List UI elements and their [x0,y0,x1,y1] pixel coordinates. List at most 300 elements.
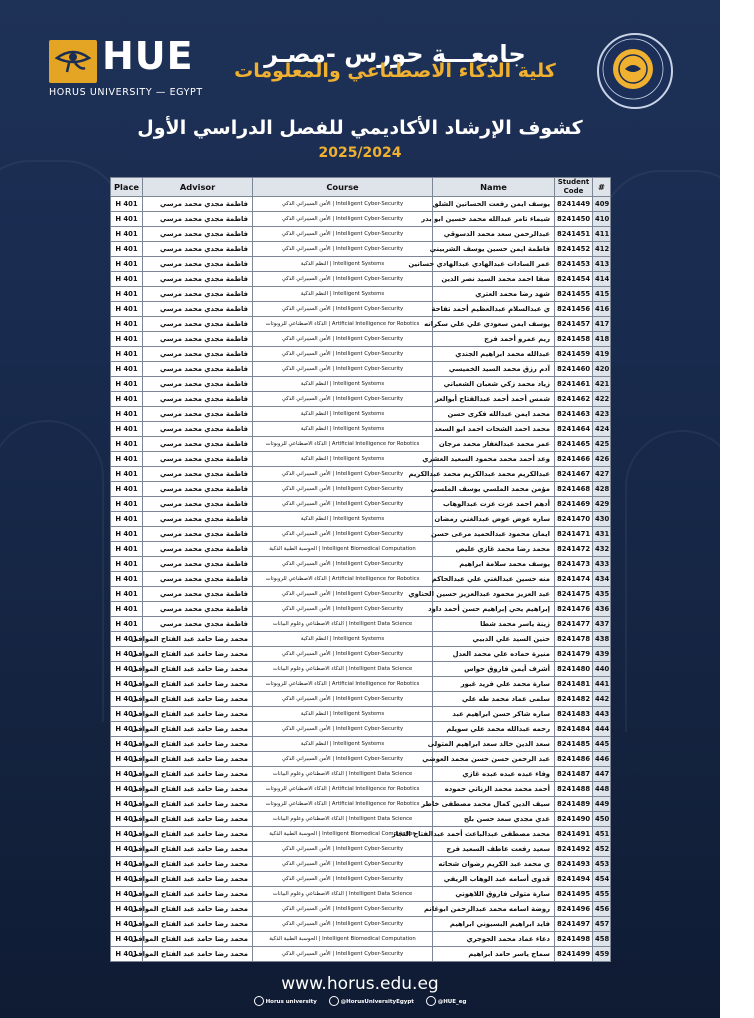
faculty-seal [597,33,673,109]
table-row [111,812,611,827]
cell-student-code: 8241489 [555,797,593,812]
cell-advisor: محمد رضا حامد عبد الفتاح الموافى [143,677,253,692]
cell-advisor: فاطمة مجدي محمد مرسي [143,332,253,347]
cell-student-code: 8241495 [555,887,593,902]
cell-student-name: رحمه عبدالله محمد علي سويلم [433,722,555,737]
cell-student-name: عبدالرحمن سعد محمد الدسوقي [433,227,555,242]
cell-student-code: 8241497 [555,917,593,932]
cell-row-number: 441 [593,677,611,692]
cell-advisor: محمد رضا حامد عبد الفتاح الموافى [143,662,253,677]
cell-student-code: 8241449 [555,197,593,212]
cell-advisor: محمد رضا حامد عبد الفتاح الموافى [143,782,253,797]
cell-student-code: 8241491 [555,827,593,842]
cell-course: الأمن السيبراني الذكي | Intelligent Cyber-Security [253,302,433,317]
cell-student-code: 8241483 [555,707,593,722]
table-row [111,542,611,557]
cell-row-number: 411 [593,227,611,242]
cell-advisor: محمد رضا حامد عبد الفتاح الموافى [143,857,253,872]
table-row [111,362,611,377]
cell-place: H 401 [111,197,143,212]
cell-student-name: حنين السيد علي الدبيي [433,632,555,647]
cell-course: الأمن السيبراني الذكي | Intelligent Cyber-Security [253,902,433,917]
cell-advisor: فاطمة مجدي محمد مرسي [143,377,253,392]
cell-place: H 401 [111,467,143,482]
cell-advisor: فاطمة مجدي محمد مرسي [143,497,253,512]
cell-course: النظم الذكية | Intelligent Systems [253,407,433,422]
advising-table [110,177,611,962]
cell-place: H 401 [111,542,143,557]
cell-advisor: فاطمة مجدي محمد مرسي [143,572,253,587]
cell-student-code: 8241473 [555,557,593,572]
cell-course: الأمن السيبراني الذكي | Intelligent Cyber-Security [253,587,433,602]
cell-student-name: شهد رضا محمد العتري [433,287,555,302]
cell-row-number: 430 [593,512,611,527]
cell-advisor: محمد رضا حامد عبد الفتاح الموافى [143,812,253,827]
table-row [111,767,611,782]
table-row [111,722,611,737]
cell-student-name: ايمان محمود عبدالحميد مرعى حسن [433,527,555,542]
cell-course: الأمن السيبراني الذكي | Intelligent Cyber-Security [253,212,433,227]
cell-place: H 401 [111,617,143,632]
cell-row-number: 451 [593,827,611,842]
cell-student-name: محمد احمد الشحات احمد ابو السعد [433,422,555,437]
cell-advisor: فاطمة مجدي محمد مرسي [143,317,253,332]
cell-student-name: آدم رزق محمد السيد الخميسي [433,362,555,377]
cell-advisor: فاطمة مجدي محمد مرسي [143,407,253,422]
cell-place: H 401 [111,842,143,857]
cell-place: H 401 [111,662,143,677]
cell-row-number: 425 [593,437,611,452]
cell-student-name: ريم عمرو أحمد فرج [433,332,555,347]
cell-place: H 401 [111,932,143,947]
cell-place: H 401 [111,437,143,452]
cell-row-number: 446 [593,752,611,767]
cell-advisor: محمد رضا حامد عبد الفتاح الموافى [143,827,253,842]
cell-place: H 401 [111,752,143,767]
table-row [111,242,611,257]
cell-student-code: 8241498 [555,932,593,947]
cell-student-name: ساره شاكر حسن ابراهيم عبد [433,707,555,722]
cell-place: H 401 [111,782,143,797]
cell-student-name: سارة متولى فاروق اللاهوني [433,887,555,902]
cell-course: الأمن السيبراني الذكي | Intelligent Cyber-Security [253,857,433,872]
cell-student-name: قدوى أسامه عبد الوهاب الريفي [433,872,555,887]
cell-place: H 401 [111,347,143,362]
cell-student-name: يوسف محمد سلامة ابراهيم [433,557,555,572]
cell-student-name: ساره عوض عوض عبدالغني رمضان [433,512,555,527]
cell-advisor: محمد رضا حامد عبد الفتاح الموافى [143,932,253,947]
cell-student-code: 8241487 [555,767,593,782]
table-row [111,392,611,407]
cell-student-name: يوسف ايمن رفعت الحسانين الشلق [433,197,555,212]
cell-course: الأمن السيبراني الذكي | Intelligent Cyber-Security [253,497,433,512]
col-header-code: Student Code [555,178,593,197]
cell-student-name: عبد الرحمن حسن حسن محمد العوضي [433,752,555,767]
cell-student-code: 8241478 [555,632,593,647]
cell-student-code: 8241488 [555,782,593,797]
cell-place: H 401 [111,302,143,317]
social-facebook[interactable]: Horus university [254,999,317,1005]
cell-advisor: فاطمة مجدي محمد مرسي [143,482,253,497]
table-row [111,632,611,647]
cell-course: الذكاء الاصطناعي وعلوم البيانات | Intelligent Data Science [253,812,433,827]
cell-student-name: إبراهيم يحي إبراهيم حسن أحمد داود [433,602,555,617]
table-row [111,692,611,707]
cell-place: H 401 [111,482,143,497]
cell-row-number: 422 [593,392,611,407]
cell-row-number: 429 [593,497,611,512]
cell-advisor: محمد رضا حامد عبد الفتاح الموافى [143,842,253,857]
cell-student-name: أحمد محمد محمد الزناتي حموده [433,782,555,797]
cell-student-code: 8241465 [555,437,593,452]
cell-student-code: 8241486 [555,752,593,767]
cell-course: الأمن السيبراني الذكي | Intelligent Cyber-Security [253,482,433,497]
cell-student-name: فاطمة ايمن حسين يوسف الشربيني [433,242,555,257]
cell-student-code: 8241485 [555,737,593,752]
cell-advisor: فاطمة مجدي محمد مرسي [143,287,253,302]
cell-student-code: 8241460 [555,362,593,377]
academic-year: 2025/2024 [318,145,402,161]
university-name: جامعـــة حورس -مصـر [264,40,526,68]
cell-student-name: فايد ابراهيم البسيوني ابراهيم [433,917,555,932]
cell-student-code: 8241481 [555,677,593,692]
cell-student-code: 8241467 [555,467,593,482]
col-header-advisor: Advisor [143,178,253,197]
cell-row-number: 427 [593,467,611,482]
table-row [111,707,611,722]
cell-advisor: محمد رضا حامد عبد الفتاح الموافى [143,872,253,887]
cell-student-code: 8241450 [555,212,593,227]
logo-subtitle: HORUS UNIVERSITY — EGYPT [49,87,203,98]
cell-student-code: 8241451 [555,227,593,242]
cell-row-number: 410 [593,212,611,227]
cell-row-number: 421 [593,377,611,392]
cell-course: الأمن السيبراني الذكي | Intelligent Cyber-Security [253,947,433,962]
cell-course: الأمن السيبراني الذكي | Intelligent Cyber-Security [253,842,433,857]
cell-row-number: 450 [593,812,611,827]
cell-advisor: محمد رضا حامد عبد الفتاح الموافى [143,647,253,662]
cell-student-name: وفاء عبده عبده عبده غازي [433,767,555,782]
table-row [111,227,611,242]
cell-place: H 401 [111,737,143,752]
cell-student-code: 8241494 [555,872,593,887]
cell-row-number: 445 [593,737,611,752]
cell-advisor: فاطمة مجدي محمد مرسي [143,467,253,482]
cell-advisor: محمد رضا حامد عبد الفتاح الموافى [143,737,253,752]
cell-row-number: 416 [593,302,611,317]
cell-advisor: فاطمة مجدي محمد مرسي [143,587,253,602]
cell-student-code: 8241468 [555,482,593,497]
cell-course: الأمن السيبراني الذكي | Intelligent Cyber-Security [253,602,433,617]
social-twitter[interactable]: @HorusUniversityEgypt [329,999,414,1005]
cell-place: H 401 [111,872,143,887]
cell-row-number: 434 [593,572,611,587]
cell-student-name: عبدالله محمد ابراهيم الجندي [433,347,555,362]
cell-course: الحوسبة الطبية الذكية | Intelligent Biomedical Computation [253,827,433,842]
col-header-place: Place [111,178,143,197]
cell-course: الأمن السيبراني الذكي | Intelligent Cyber-Security [253,752,433,767]
cell-place: H 401 [111,632,143,647]
table-row [111,617,611,632]
cell-advisor: فاطمة مجدي محمد مرسي [143,437,253,452]
cell-row-number: 417 [593,317,611,332]
table-row [111,257,611,272]
cell-student-name: شمس أحمد أحمد عبدالفتاح أبوالعز [433,392,555,407]
cell-place: H 401 [111,407,143,422]
cell-advisor: فاطمة مجدي محمد مرسي [143,272,253,287]
cell-student-code: 8241496 [555,902,593,917]
cell-row-number: 452 [593,842,611,857]
cell-place: H 401 [111,707,143,722]
cell-place: H 401 [111,272,143,287]
table-row [111,917,611,932]
cell-student-code: 8241470 [555,512,593,527]
cell-course: الأمن السيبراني الذكي | Intelligent Cyber-Security [253,392,433,407]
table-row [111,197,611,212]
cell-row-number: 423 [593,407,611,422]
cell-advisor: فاطمة مجدي محمد مرسي [143,557,253,572]
cell-course: الأمن السيبراني الذكي | Intelligent Cyber-Security [253,692,433,707]
cell-place: H 401 [111,497,143,512]
cell-advisor: فاطمة مجدي محمد مرسي [143,617,253,632]
cell-place: H 401 [111,332,143,347]
cell-course: الأمن السيبراني الذكي | Intelligent Cyber-Security [253,272,433,287]
cell-student-code: 8241457 [555,317,593,332]
table-row [111,797,611,812]
col-header-course: Course [253,178,433,197]
cell-student-code: 8241474 [555,572,593,587]
facebook-icon [254,996,264,1006]
cell-row-number: 439 [593,647,611,662]
twitter-icon [329,996,339,1006]
table-row [111,377,611,392]
table-row [111,272,611,287]
cell-student-code: 8241476 [555,602,593,617]
cell-place: H 401 [111,902,143,917]
table-row [111,482,611,497]
cell-student-name: وعد أحمد محمد محمود السعيد العشري [433,452,555,467]
cell-student-name: ي محمد عبد الكريم رضوان شحاته [433,857,555,872]
table-row [111,677,611,692]
cell-row-number: 433 [593,557,611,572]
cell-advisor: فاطمة مجدي محمد مرسي [143,212,253,227]
cell-advisor: محمد رضا حامد عبد الفتاح الموافى [143,797,253,812]
table-row [111,512,611,527]
table-row [111,857,611,872]
cell-course: الأمن السيبراني الذكي | Intelligent Cyber-Security [253,332,433,347]
cell-row-number: 412 [593,242,611,257]
cell-advisor: فاطمة مجدي محمد مرسي [143,527,253,542]
cell-course: الأمن السيبراني الذكي | Intelligent Cyber-Security [253,722,433,737]
cell-student-name: سعد الدين خالد سعد ابراهيم المتولى [433,737,555,752]
cell-place: H 401 [111,362,143,377]
cell-student-code: 8241480 [555,662,593,677]
cell-place: H 401 [111,512,143,527]
cell-student-code: 8241493 [555,857,593,872]
cell-course: الأمن السيبراني الذكي | Intelligent Cyber-Security [253,467,433,482]
cell-place: H 401 [111,392,143,407]
table-row [111,317,611,332]
cell-row-number: 455 [593,887,611,902]
cell-student-name: أدهم احمد عزت عزت عبدالوهاب [433,497,555,512]
cell-student-name: شيماء تامر عبدالله محمد حسين ابو بدر [433,212,555,227]
cell-row-number: 415 [593,287,611,302]
cell-row-number: 454 [593,872,611,887]
cell-course: النظم الذكية | Intelligent Systems [253,707,433,722]
cell-place: H 401 [111,602,143,617]
cell-student-code: 8241484 [555,722,593,737]
cell-row-number: 420 [593,362,611,377]
cell-course: الحوسبة الطبية الذكية | Intelligent Biomedical Computation [253,542,433,557]
cell-row-number: 436 [593,602,611,617]
table-row [111,212,611,227]
cell-student-name: سارة محمد علي فريد غبور [433,677,555,692]
cell-place: H 401 [111,647,143,662]
cell-advisor: فاطمة مجدي محمد مرسي [143,392,253,407]
cell-student-name: عمر السادات عبدالهادي عبدالهادي حسانين [433,257,555,272]
cell-course: الأمن السيبراني الذكي | Intelligent Cyber-Security [253,227,433,242]
cell-place: H 401 [111,947,143,962]
cell-course: الذكاء الاصطناعي للروبوتات | Artificial Intelligence for Robotics [253,797,433,812]
cell-row-number: 438 [593,632,611,647]
cell-course: الذكاء الاصطناعي وعلوم البيانات | Intelligent Data Science [253,662,433,677]
cell-course: الأمن السيبراني الذكي | Intelligent Cyber-Security [253,557,433,572]
cell-course: الذكاء الاصطناعي وعلوم البيانات | Intelligent Data Science [253,767,433,782]
cell-row-number: 443 [593,707,611,722]
cell-place: H 401 [111,572,143,587]
table-row [111,497,611,512]
table-row [111,332,611,347]
cell-student-name: يوسف ايمن سعودي علي علي سكرانه [433,317,555,332]
cell-place: H 401 [111,797,143,812]
cell-advisor: محمد رضا حامد عبد الفتاح الموافى [143,692,253,707]
cell-place: H 401 [111,287,143,302]
table-row [111,647,611,662]
cell-place: H 401 [111,452,143,467]
cell-student-name: سيف الدين كمال محمد مصطفى خاطر [433,797,555,812]
cell-place: H 401 [111,722,143,737]
cell-student-code: 8241459 [555,347,593,362]
cell-row-number: 413 [593,257,611,272]
cell-place: H 401 [111,422,143,437]
cell-student-code: 8241455 [555,287,593,302]
cell-row-number: 447 [593,767,611,782]
table-row [111,902,611,917]
col-header-name: Name [433,178,555,197]
cell-place: H 401 [111,212,143,227]
cell-course: الأمن السيبراني الذكي | Intelligent Cyber-Security [253,872,433,887]
cell-row-number: 448 [593,782,611,797]
cell-student-code: 8241492 [555,842,593,857]
cell-row-number: 431 [593,527,611,542]
cell-course: الذكاء الاصطناعي وعلوم البيانات | Intelligent Data Science [253,887,433,902]
cell-student-name: سلمى عماد محمد طه علي [433,692,555,707]
cell-student-code: 8241452 [555,242,593,257]
cell-student-code: 8241453 [555,257,593,272]
cell-student-code: 8241464 [555,422,593,437]
cell-student-code: 8241466 [555,452,593,467]
cell-student-name: ي عبدالسلام عبدالعظيم أحمد تفاحة [433,302,555,317]
cell-place: H 401 [111,587,143,602]
table-body [111,197,611,962]
cell-place: H 401 [111,692,143,707]
cell-advisor: فاطمة مجدي محمد مرسي [143,452,253,467]
cell-row-number: 428 [593,482,611,497]
hue-logo-mark [49,40,97,83]
table-row [111,782,611,797]
cell-place: H 401 [111,857,143,872]
cell-advisor: محمد رضا حامد عبد الفتاح الموافى [143,632,253,647]
cell-course: الأمن السيبراني الذكي | Intelligent Cyber-Security [253,242,433,257]
cell-course: الذكاء الاصطناعي للروبوتات | Artificial Intelligence for Robotics [253,677,433,692]
cell-course: الذكاء الاصطناعي وعلوم البيانات | Intelligent Data Science [253,617,433,632]
cell-place: H 401 [111,812,143,827]
cell-course: النظم الذكية | Intelligent Systems [253,422,433,437]
table-row [111,887,611,902]
cell-course: الحوسبة الطبية الذكية | Intelligent Biomedical Computation [253,932,433,947]
cell-advisor: فاطمة مجدي محمد مرسي [143,602,253,617]
cell-row-number: 409 [593,197,611,212]
cell-row-number: 459 [593,947,611,962]
cell-place: H 401 [111,767,143,782]
cell-student-name: عبدالكريم محمد عبدالكريم محمد عبدالكريم [433,467,555,482]
cell-student-code: 8241463 [555,407,593,422]
table-row [111,947,611,962]
cell-place: H 401 [111,887,143,902]
cell-course: النظم الذكية | Intelligent Systems [253,737,433,752]
cell-student-name: سعيد رفعت عاطف السعيد فرج [433,842,555,857]
table-row [111,452,611,467]
cell-student-code: 8241456 [555,302,593,317]
cell-course: الأمن السيبراني الذكي | Intelligent Cyber-Security [253,197,433,212]
cell-row-number: 414 [593,272,611,287]
table-row [111,422,611,437]
cell-student-name: منه حسين عبدالغني علي عبدالحاكم [433,572,555,587]
cell-course: النظم الذكية | Intelligent Systems [253,287,433,302]
cell-course: النظم الذكية | Intelligent Systems [253,512,433,527]
cell-row-number: 453 [593,857,611,872]
cell-advisor: فاطمة مجدي محمد مرسي [143,512,253,527]
cell-row-number: 424 [593,422,611,437]
cell-place: H 401 [111,257,143,272]
cell-course: الأمن السيبراني الذكي | Intelligent Cyber-Security [253,362,433,377]
table-row [111,842,611,857]
cell-row-number: 432 [593,542,611,557]
cell-course: الأمن السيبراني الذكي | Intelligent Cyber-Security [253,347,433,362]
table-row [111,602,611,617]
cell-course: النظم الذكية | Intelligent Systems [253,377,433,392]
cell-student-name: عبد العزيز محمود عبدالعزيز حسين الحناوي [433,587,555,602]
cell-row-number: 449 [593,797,611,812]
table-row [111,587,611,602]
cell-student-code: 8241475 [555,587,593,602]
cell-student-code: 8241471 [555,527,593,542]
cell-student-name: عدي مجدي سعد حسن بلح [433,812,555,827]
cell-student-name: منيرة حماده علي محمد العدل [433,647,555,662]
cell-student-name: محمد ايمن عبدالله فكرى حسن [433,407,555,422]
horus-eye-icon [55,48,91,74]
social-instagram[interactable]: @HUE_eg [426,999,467,1005]
website-url[interactable]: www.horus.edu.eg [281,974,439,994]
col-header-num: # [593,178,611,197]
cell-advisor: فاطمة مجدي محمد مرسي [143,227,253,242]
cell-advisor: محمد رضا حامد عبد الفتاح الموافى [143,707,253,722]
table-row [111,662,611,677]
instagram-icon [426,996,436,1006]
cell-place: H 401 [111,557,143,572]
cell-student-code: 8241461 [555,377,593,392]
cell-advisor: فاطمة مجدي محمد مرسي [143,542,253,557]
